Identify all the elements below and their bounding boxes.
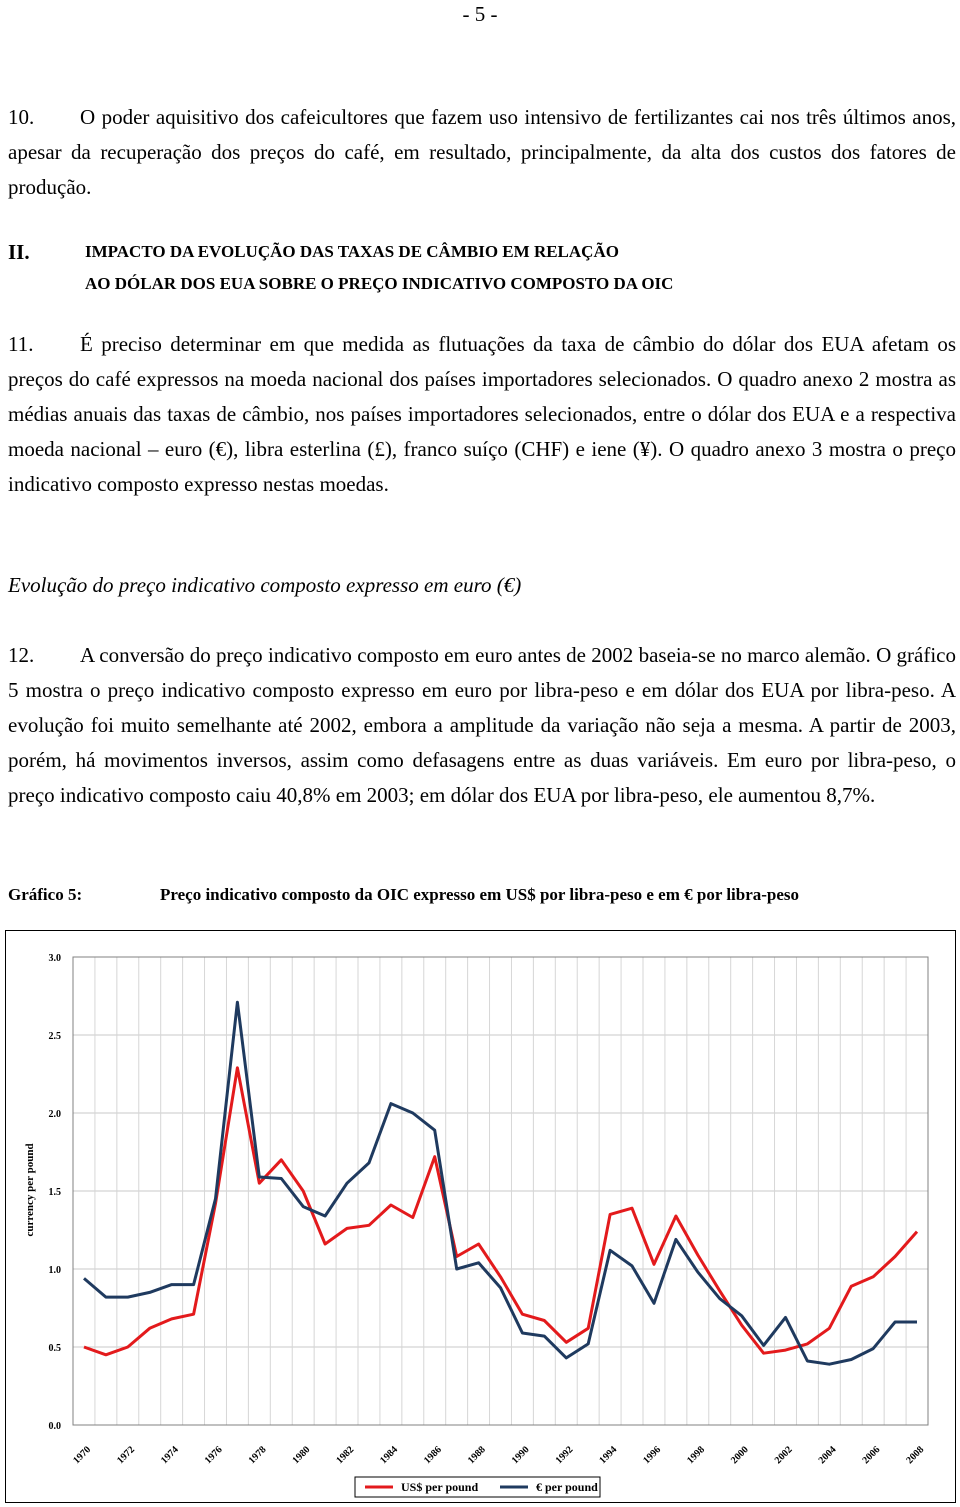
paragraph-number: 10. [8,105,35,129]
x-tick-label: 1978 [246,1444,269,1467]
page-number: - 5 - [462,2,498,26]
x-tick-label: 2000 [728,1444,751,1467]
x-tick-label: 1976 [202,1444,225,1467]
x-tick-label: 1988 [465,1444,488,1467]
x-tick-label: 1996 [641,1444,664,1467]
x-tick-label: 1986 [422,1444,444,1467]
x-tick-label: 1994 [597,1444,620,1467]
legend-label-usd: US$ per pound [401,1480,479,1494]
subheading: Evolução do preço indicativo composto expresso em euro (€) [8,573,522,597]
x-tick-label: 2002 [772,1444,795,1467]
paragraph-text: O poder aquisitivo dos cafeicultores que fazem uso intensivo de fertilizantes cai nos três últimos anos, apesar da recuperação dos preços do café, em resultado, principalmente, da alta dos custos dos fatores de produção. [8,105,956,199]
paragraph-number: 12. [8,643,35,667]
y-tick-label: 2.0 [48,1109,61,1120]
x-tick-label: 1972 [115,1444,138,1467]
figure-title: Preço indicativo composto da OIC expresso em US$ por libra-peso e em € por libra-peso [160,885,800,904]
legend-label-euro: € per pound [536,1480,598,1494]
y-tick-label: 2.5 [48,1031,61,1042]
y-axis-ticks [49,953,62,1432]
x-tick-label: 2006 [860,1444,883,1467]
paragraph-text: A conversão do preço indicativo composto em euro antes de 2002 baseia-se no marco alemão. O gráfico 5 mostra o preço indicativo composto expresso em euro por libra-peso e em dólar dos EUA por libra-peso. A evolução foi muito semelhante até 2002, embora a amplitude da variação não seja a mesma. A partir de 2003, porém, há movimentos inversos, assim como defasagens entre as duas variáveis. Em euro por libra-peso, o preço indicativo composto caiu 40,8% em 2003; em dólar dos EUA por libra-peso, ele aumentou 8,7%. [8,643,956,807]
figure-label: Gráfico 5: [8,885,83,904]
usd-per-pound-line [84,1068,917,1355]
x-tick-label: 1980 [290,1444,313,1467]
x-tick-label: 1990 [509,1444,532,1467]
x-tick-label: 2004 [816,1444,839,1467]
paragraph-number: 11. [8,332,34,356]
x-tick-label: 1974 [158,1444,181,1467]
x-tick-label: 2008 [904,1444,927,1467]
x-tick-label: 1992 [553,1444,576,1467]
section-roman-numeral: II. [8,240,30,264]
x-tick-label: 1998 [685,1444,708,1467]
x-axis-ticks [71,1444,926,1466]
paragraph-text: É preciso determinar em que medida as flutuações da taxa de câmbio do dólar dos EUA afetam os preços do café expressos na moeda nacional dos países importadores selecionados. O quadro anexo 2 mostra as médias anuais das taxas de câmbio, nos países importadores selecionados, entre o dólar dos EUA e a respectiva moeda nacional – euro (€), libra esterlina (£), franco suíço (CHF) e iene (¥). O quadro anexo 3 mostra o preço indicativo composto expresso nestas moedas. [8,332,956,496]
x-tick-label: 1984 [378,1444,401,1467]
chart-grid [73,957,928,1425]
section-title-line-2: AO DÓLAR DOS EUA SOBRE O PREÇO INDICATIVO COMPOSTO DA OIC [85,274,674,293]
y-axis-title: currency per pound [24,1143,36,1237]
chart-series [84,1002,917,1364]
y-tick-label: 3.0 [48,953,61,964]
y-tick-label: 0.5 [48,1343,61,1354]
x-tick-label: 1970 [71,1444,94,1467]
chart-legend [355,1477,600,1497]
euro-per-pound-line [84,1002,917,1364]
section-title-line-1: IMPACTO DA EVOLUÇÃO DAS TAXAS DE CÂMBIO EM RELAÇÃO [85,242,619,261]
y-tick-label: 1.0 [48,1265,61,1276]
x-tick-label: 1982 [334,1444,357,1467]
y-tick-label: 1.5 [48,1187,61,1198]
y-tick-label: 0.0 [48,1421,61,1432]
